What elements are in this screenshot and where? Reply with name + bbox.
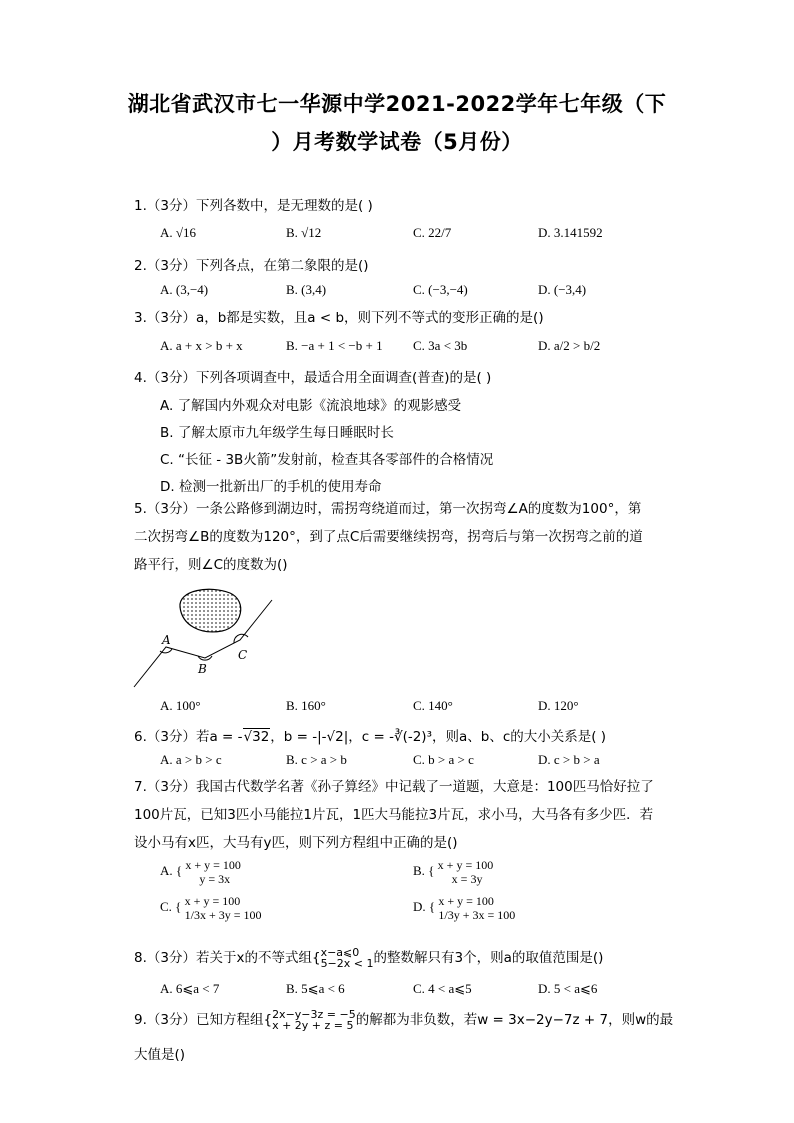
q6-option-a: A. a > b > c [160, 752, 222, 767]
q7-b-eq2: x = 3y [451, 872, 483, 886]
q7-option-b [413, 858, 493, 886]
q7-option-a [160, 858, 241, 886]
q2-option-b: B. (3,4) [286, 282, 327, 297]
q8-ineq1: x−a⩽0 [320, 946, 360, 959]
q4-option-b: B. 了解太原市九年级学生每日睡眠时长 [160, 425, 394, 441]
q4-option-a: A. 了解国内外观众对电影《流浪地球》的观影感受 [160, 398, 462, 414]
q5-option-d: D. 120° [538, 698, 579, 713]
q2-option-d: D. (−3,4) [538, 282, 587, 297]
q6-suffix: ，b = -|-√2|，c = -∛(-2)³，则a、b、c的大小关系是( ) [270, 729, 607, 745]
q7-a-label: A. { [160, 862, 183, 878]
question-7-stem: 7.（3分）我国古代数学名著《孙子算经》中记载了一道题，大意是：100匹马恰好拉了100片瓦，已知3匹小马能拉1片瓦，1匹大马能拉3片瓦，求小马，大马各有多少匹．若设小马有x匹，大马有y匹，则下列方程组中正确的是() [134, 779, 654, 851]
q2-option-c: C. (−3,−4) [413, 282, 468, 297]
q7-a-eq1: x + y = 100 [185, 858, 241, 872]
q8-option-c: C. 4 < a⩽5 [413, 981, 472, 996]
q7-b-eq1: x + y = 100 [437, 858, 494, 872]
lake-shape [180, 589, 241, 632]
q6-option-d: D. c > b > a [538, 752, 600, 767]
question-3-stem: 3.（3分）a，b都是实数，且a < b，则下列不等式的变形正确的是() [134, 310, 544, 326]
question-4-stem: 4.（3分）下列各项调查中，最适合用全面调查(普查)的是( ) [134, 370, 492, 386]
q8-option-a: A. 6⩽a < 7 [160, 981, 220, 996]
title-line-1: 湖北省武汉市七一华源中学2021-2022学年七年级（下 [127, 92, 667, 116]
q6-prefix: 6.（3分）若a = - [134, 729, 243, 745]
q3-option-c: C. 3a < 3b [413, 338, 468, 353]
question-8-stem [134, 946, 603, 969]
question-1-stem: 1.（3分）下列各数中，是无理数的是( ) [134, 198, 373, 214]
q5-option-c: C. 140° [413, 698, 453, 713]
q2-option-a: A. (3,−4) [160, 282, 209, 297]
q1-option-d: D. 3.141592 [538, 225, 603, 240]
question-2-stem: 2.（3分）下列各点，在第二象限的是() [134, 258, 369, 274]
q7-d-eq2: 1/3y + 3x = 100 [438, 908, 516, 922]
q1-option-c: C. 22/7 [413, 225, 452, 240]
q7-c-eq1: x + y = 100 [184, 894, 241, 908]
q4-option-c: C. “长征 - 3B火箭”发射前，检查其各零部件的合格情况 [160, 452, 494, 468]
label-c: C [238, 648, 248, 662]
q9-prefix: 9.（3分）已知方程组{ [134, 1012, 273, 1028]
q9-eq1: 2x−y−3z = −5 [272, 1008, 356, 1021]
q8-prefix: 8.（3分）若关于x的不等式组{ [134, 950, 321, 966]
q9-suffix: 的解都为非负数，若w = 3x−2y−7z + 7，则w的最 [355, 1012, 674, 1028]
question-6-stem [134, 725, 606, 745]
q1-option-a: A. √16 [160, 225, 197, 240]
q7-option-c [160, 894, 262, 922]
q8-suffix: 的整数解只有3个，则a的取值范围是() [373, 950, 604, 966]
q5-option-a: A. 100° [160, 698, 201, 713]
q7-c-eq2: 1/3x + 3y = 100 [184, 908, 262, 922]
q5-option-b: B. 160° [286, 698, 326, 713]
q3-option-b: B. −a + 1 < −b + 1 [286, 338, 383, 353]
q7-option-d [413, 894, 515, 922]
q3-option-a: A. a + x > b + x [160, 338, 243, 353]
angle-a-arc [160, 649, 172, 653]
q7-d-label: D. { [413, 898, 436, 914]
q6-a-value: √32 [243, 729, 270, 745]
q1-option-b: B. √12 [286, 225, 322, 240]
label-a: A [162, 633, 171, 647]
q4-option-d: D. 检测一批新出厂的手机的使用寿命 [160, 479, 382, 495]
q6-option-c: C. b > a > c [413, 752, 474, 767]
q7-d-eq1: x + y = 100 [438, 894, 494, 908]
q7-a-eq2: y = 3x [199, 872, 231, 886]
q8-option-d: D. 5 < a⩽6 [538, 981, 598, 996]
q8-option-b: B. 5⩽a < 6 [286, 981, 345, 996]
q5-road-figure [130, 585, 280, 690]
title-line-2: ）月考数学试卷（5月份） [271, 130, 523, 154]
q8-ineq2: 5−2x < 1 [320, 957, 374, 970]
question-9-stem [134, 1008, 673, 1031]
q6-option-b: B. c > a > b [286, 752, 347, 767]
question-9-stem-line2: 大值是() [134, 1047, 186, 1063]
q3-option-d: D. a/2 > b/2 [538, 338, 601, 353]
q7-c-label: C. { [160, 898, 182, 914]
label-b: B [198, 662, 207, 676]
question-5-stem: 5.（3分）一条公路修到湖边时，需拐弯绕道而过，第一次拐弯∠A的度数为100°，第二次拐弯∠B的度数为120°，到了点C后需要继续拐弯，拐弯后与第一次拐弯之前的道路平行，则∠C的度数为() [134, 501, 643, 573]
q9-eq2: x + 2y + z = 5 [272, 1019, 354, 1032]
q7-b-label: B. { [413, 862, 435, 878]
